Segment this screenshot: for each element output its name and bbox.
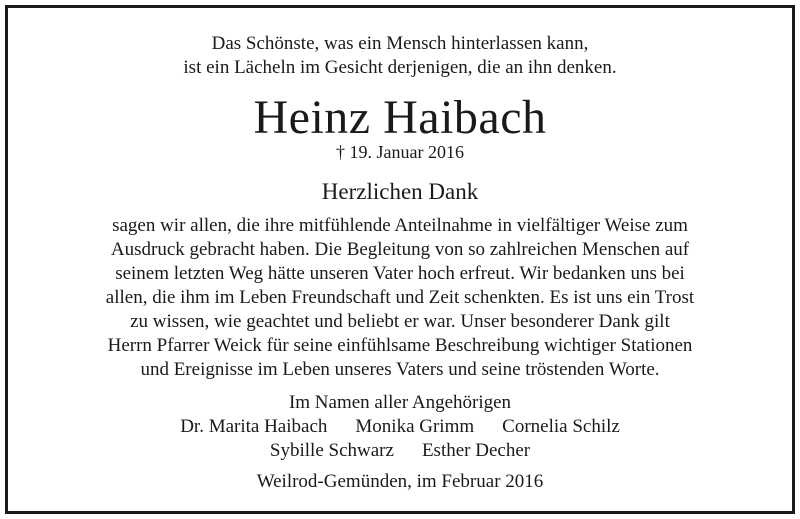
body-line: allen, die ihm im Leben Freundschaft und Zeit schenkten. Es ist uns ein Trost <box>105 287 695 308</box>
place-and-date: Weilrod-Gemünden, im Februar 2016 <box>256 471 544 492</box>
signatories-row-1 <box>8 415 792 439</box>
notice-frame <box>5 5 795 514</box>
body-line: Herrn Pfarrer Weick für seine einfühlsame Beschreibung wichtiger Stationen <box>107 335 693 356</box>
deceased-name: Heinz Haibach <box>253 91 547 144</box>
motto-line-1: Das Schönste, was ein Mensch hinterlassen kann, <box>211 33 589 54</box>
signatory-name: Monika Grimm <box>355 416 475 437</box>
signatories-row-2 <box>8 439 792 463</box>
signatory-name: Cornelia Schilz <box>502 416 620 437</box>
body-line: und Ereignisse im Leben unseres Vaters und seine tröstenden Worte. <box>140 359 660 380</box>
body-line: sagen wir allen, die ihre mitfühlende Anteilnahme in vielfältiger Weise zum <box>112 215 688 236</box>
signatory-name: Esther Decher <box>421 440 531 461</box>
body-line: zu wissen, wie geachtet und beliebt er war. Unser besonderer Dank gilt <box>130 311 670 332</box>
body-line: seinem letzten Weg hätte unseren Vater hoch erfreut. Wir bedanken uns bei <box>115 263 685 284</box>
signatory-name: Sybille Schwarz <box>269 440 394 461</box>
thanks-title: Herzlichen Dank <box>321 179 479 204</box>
body-line: Ausdruck gebracht haben. Die Begleitung von so zahlreichen Menschen auf <box>110 239 690 260</box>
death-date: † 19. Januar 2016 <box>336 142 464 162</box>
signatory-name: Dr. Marita Haibach <box>180 416 328 437</box>
motto-line-2: ist ein Lächeln im Gesicht derjenigen, die an ihn denken. <box>183 57 617 78</box>
signature-intro: Im Namen aller Angehörigen <box>288 392 512 413</box>
